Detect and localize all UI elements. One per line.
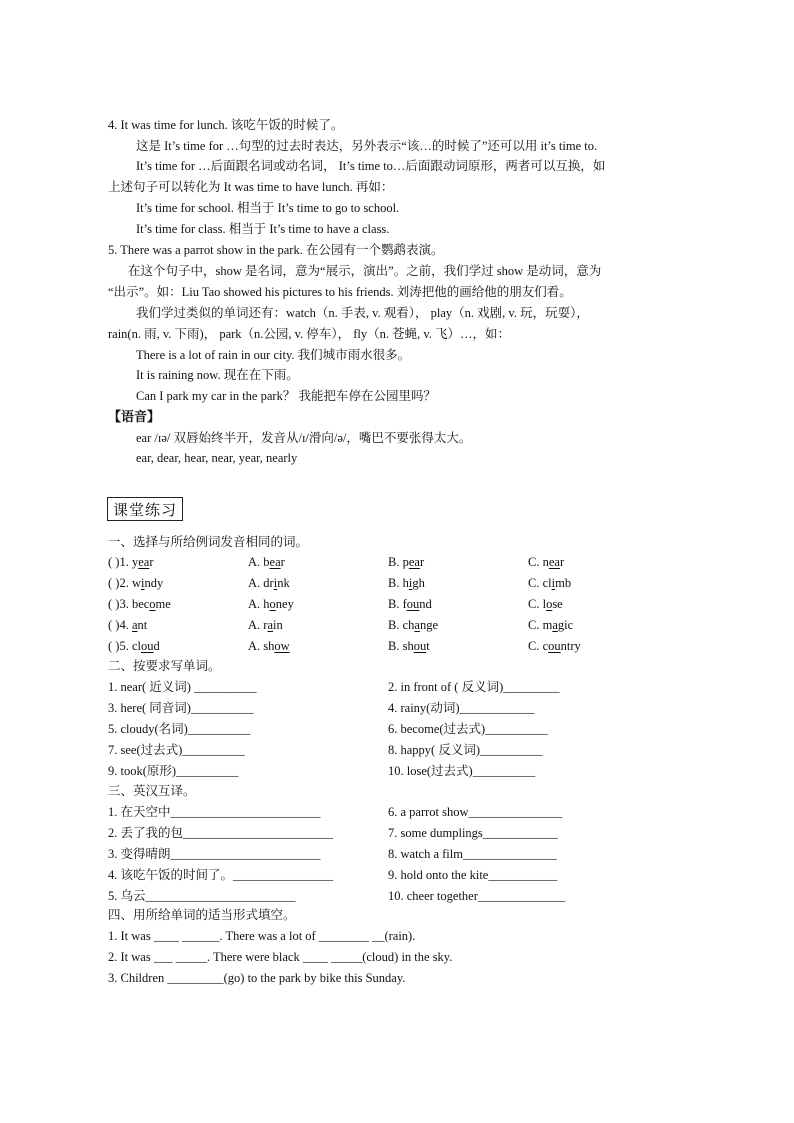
phonetics-words: ear, dear, hear, near, year, nearly — [136, 451, 298, 465]
phonetics-rule: ear /ɪə/ 双唇始终半开，发音从/ɪ/滑向/ə/，嘴巴不要张得太大。 — [136, 431, 472, 445]
note-line: 上述句子可以转化为 It was time to have lunch. 再如： — [108, 180, 394, 194]
fill-blank-item[interactable]: 1. It was ____ ______. There was a lot of ________ __(rain). — [108, 929, 416, 943]
translate-item[interactable]: 10. cheer together______________ — [388, 889, 566, 903]
choice-option-b: B. found — [388, 597, 432, 611]
write-word-item[interactable]: 7. see(过去式)__________ — [108, 743, 245, 757]
choice-option-c: C. climb — [528, 576, 572, 590]
choice-question[interactable]: ( )2. windy — [108, 576, 164, 590]
translate-item[interactable]: 5. 乌云________________________ — [108, 889, 296, 903]
fill-blank-item[interactable]: 3. Children _________(go) to the park by bike this Sunday. — [108, 971, 406, 985]
fill-blank-item[interactable]: 2. It was ___ _____. There were black ____ _____(cloud) in the sky. — [108, 950, 453, 964]
write-word-item[interactable]: 4. rainy(动词)____________ — [388, 701, 535, 715]
note-example: It’s time for class. 相当于 It’s time to have a class. — [136, 222, 390, 236]
choice-question[interactable]: ( )5. cloud — [108, 639, 160, 653]
choice-option-c: C. near — [528, 555, 565, 569]
translate-item[interactable]: 3. 变得晴朗________________________ — [108, 847, 321, 861]
write-word-item[interactable]: 10. lose(过去式)__________ — [388, 764, 536, 778]
choice-option-a: A. drink — [248, 576, 290, 590]
note-line-4-heading: 4. It was time for lunch. 该吃午饭的时候了。 — [108, 118, 344, 132]
write-word-item[interactable]: 5. cloudy(名词)__________ — [108, 722, 251, 736]
translate-item[interactable]: 9. hold onto the kite___________ — [388, 868, 558, 882]
choice-question[interactable]: ( )3. become — [108, 597, 171, 611]
choice-option-c: C. country — [528, 639, 581, 653]
write-word-item[interactable]: 2. in front of ( 反义词)_________ — [388, 680, 560, 694]
note-line: “出示”。如：Liu Tao showed his pictures to his friends. 刘涛把他的画给他的朋友们看。 — [108, 285, 572, 299]
translate-item[interactable]: 7. some dumplings____________ — [388, 826, 558, 840]
translate-item[interactable]: 2. 丢了我的包________________________ — [108, 826, 334, 840]
note-example: Can I park my car in the park？ 我能把车停在公园里吗？ — [136, 389, 436, 403]
choice-option-c: C. lose — [528, 597, 563, 611]
write-word-item[interactable]: 1. near( 近义词) __________ — [108, 680, 257, 694]
write-word-item[interactable]: 3. here( 同音词)__________ — [108, 701, 254, 715]
write-word-item[interactable]: 9. took(原形)__________ — [108, 764, 239, 778]
note-example: It is raining now. 现在在下雨。 — [136, 368, 299, 382]
phonetics-heading: 【语音】 — [108, 409, 161, 424]
note-example: It’s time for school. 相当于 It’s time to go to school. — [136, 201, 400, 215]
translate-item[interactable]: 1. 在天空中________________________ — [108, 805, 321, 819]
part4-title: 四、用所给单词的适当形式填空。 — [108, 908, 296, 922]
choice-option-a: A. show — [248, 639, 290, 653]
note-line-5-heading: 5. There was a parrot show in the park. 在公园有一个鹦鹉表演。 — [108, 243, 444, 257]
part3-title: 三、英汉互译。 — [108, 784, 196, 798]
part1-title: 一、选择与所给例词发音相同的词。 — [108, 535, 309, 549]
choice-question[interactable]: ( )1. year — [108, 555, 154, 569]
note-line: It’s time for …后面跟名词或动名词， It’s time to…后面跟动词原形，两者可以互换，如 — [136, 159, 606, 173]
choice-option-a: A. rain — [248, 618, 283, 632]
write-word-item[interactable]: 8. happy( 反义词)__________ — [388, 743, 543, 757]
note-example: There is a lot of rain in our city. 我们城市雨水很多。 — [136, 348, 411, 362]
translate-item[interactable]: 8. watch a film_______________ — [388, 847, 557, 861]
note-line: 这是 It’s time for …句型的过去时表达，另外表示“该…的时候了”还可以用 it’s time to. — [136, 139, 598, 153]
choice-option-c: C. magic — [528, 618, 574, 632]
translate-item[interactable]: 6. a parrot show_______________ — [388, 805, 563, 819]
choice-option-b: B. pear — [388, 555, 425, 569]
section-title-box — [107, 497, 183, 521]
choice-question[interactable]: ( )4. ant — [108, 618, 148, 632]
part2-title: 二、按要求写单词。 — [108, 659, 221, 673]
choice-option-b: B. high — [388, 576, 425, 590]
note-line: 我们学过类似的单词还有：watch（n. 手表, v. 观看）， play（n. 戏剧, v. 玩，玩耍）， — [136, 306, 589, 320]
choice-option-b: B. shout — [388, 639, 430, 653]
write-word-item[interactable]: 6. become(过去式)__________ — [388, 722, 548, 736]
translate-item[interactable]: 4. 该吃午饭的时间了。________________ — [108, 868, 334, 882]
note-line: 在这个句子中，show 是名词，意为“展示，演出”。之前，我们学过 show 是动词，意为 — [128, 264, 602, 278]
choice-option-a: A. bear — [248, 555, 285, 569]
section-title: 课堂练习 — [112, 500, 177, 519]
choice-option-a: A. honey — [248, 597, 294, 611]
note-line: rain(n. 雨, v. 下雨)， park（n.公园, v. 停车）， fly（n. 苍蝇, v. 飞）…，如： — [108, 327, 511, 341]
choice-option-b: B. change — [388, 618, 439, 632]
